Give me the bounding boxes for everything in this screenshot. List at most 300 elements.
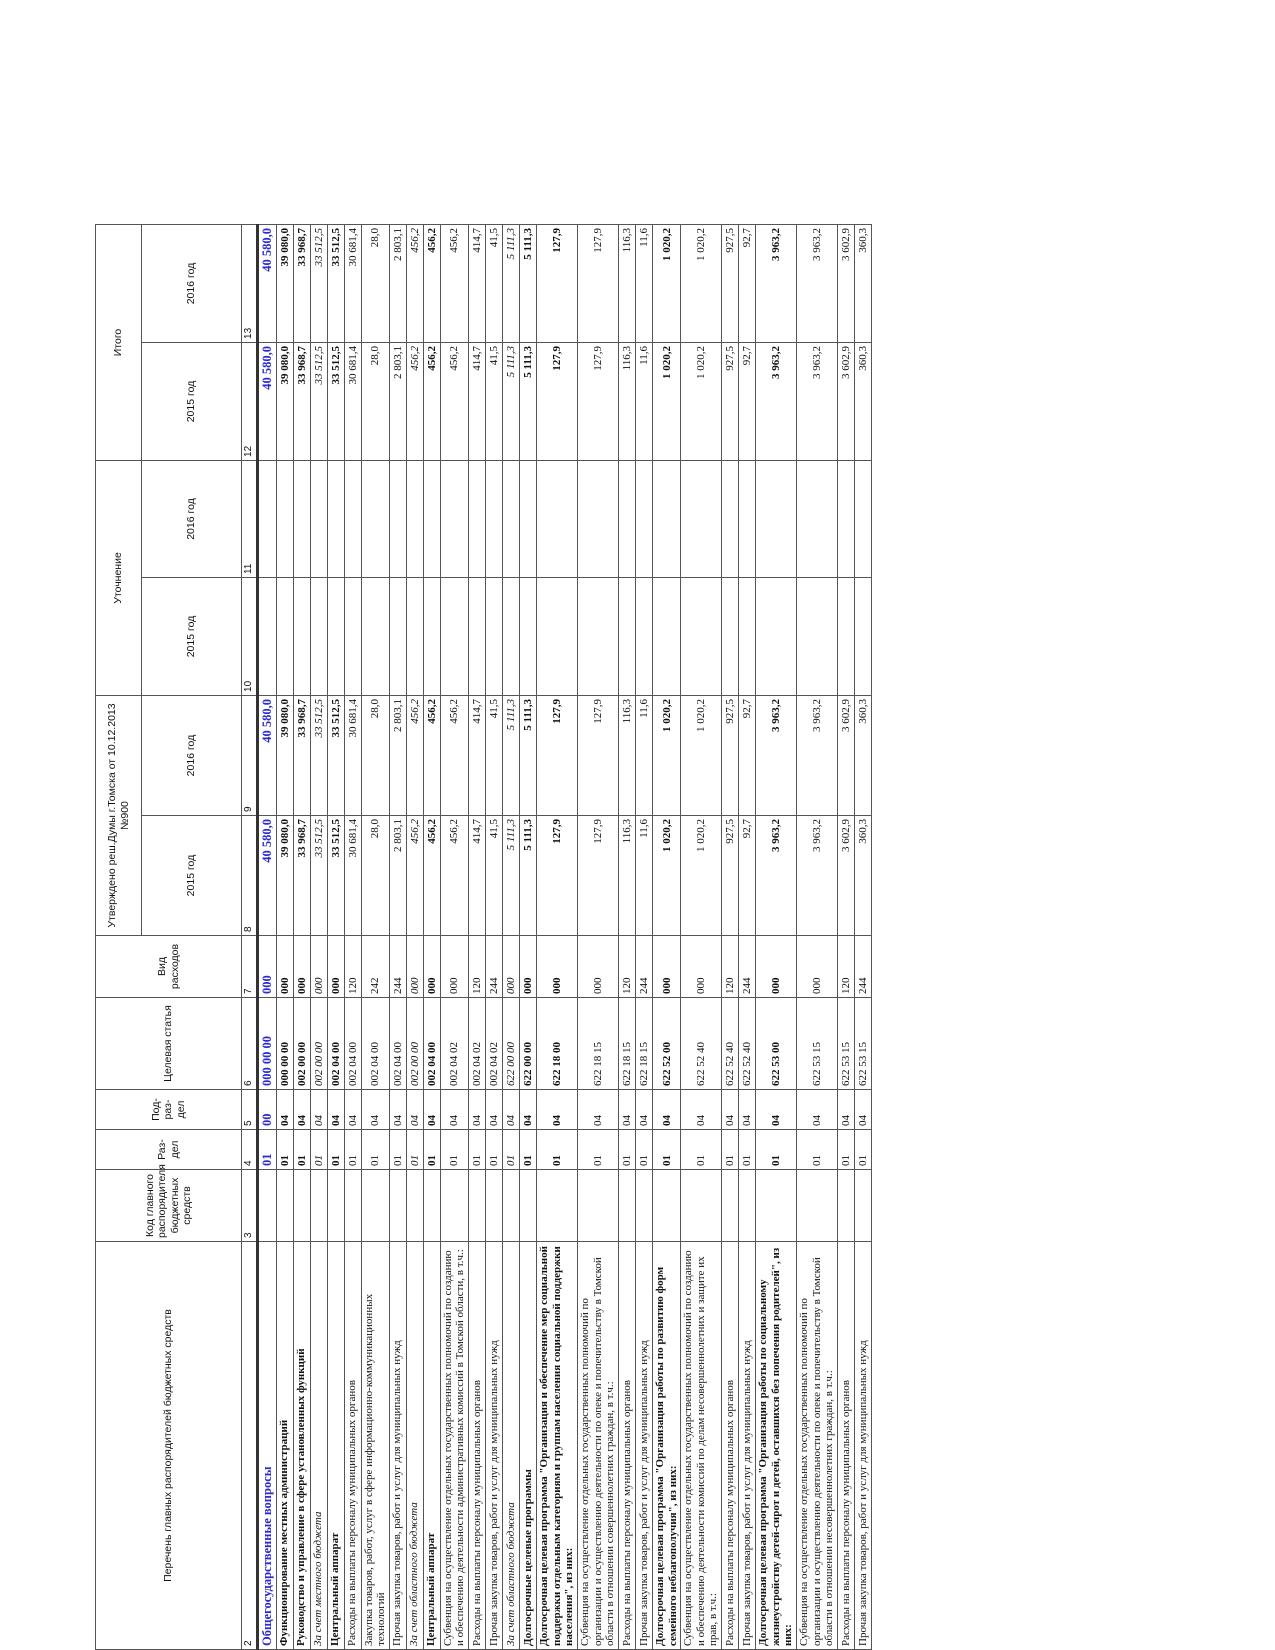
row-name: Прочая закупка товаров, работ и услуг для муниципальных нужд	[739, 1242, 756, 1650]
table-body	[257, 224, 871, 1649]
row-approved-2016: 40 580,0	[257, 695, 276, 815]
row-approved-2015: 33 512,5	[327, 816, 344, 936]
row-razdel: 01	[722, 1130, 739, 1170]
row-total-2015: 5 111,3	[520, 342, 537, 460]
row-podrazdel: 04	[854, 1090, 871, 1130]
table-row	[361, 224, 389, 1649]
table-row	[440, 224, 468, 1649]
row-grbs	[257, 1170, 276, 1242]
row-total-2015: 33 968,7	[293, 342, 310, 460]
row-podrazdel: 04	[327, 1090, 344, 1130]
row-total-2015: 1 020,2	[652, 342, 680, 460]
row-refine-2015	[635, 577, 652, 695]
row-razdel: 01	[423, 1130, 440, 1170]
row-cel: 002 04 02	[486, 998, 503, 1090]
row-name: Закупка товаров, работ, услуг в сфере информационно-коммуникационных технологий	[361, 1242, 389, 1650]
column-number: 10	[242, 577, 258, 695]
row-approved-2016: 5 111,3	[503, 695, 520, 815]
row-refine-2016	[837, 460, 854, 577]
row-refine-2016	[537, 460, 578, 577]
header-year: 2015 год	[142, 816, 242, 936]
row-approved-2016: 33 512,5	[327, 695, 344, 815]
row-refine-2016	[440, 460, 468, 577]
row-grbs	[486, 1170, 503, 1242]
row-vid: 000	[293, 936, 310, 998]
row-cel: 002 00 00	[406, 998, 423, 1090]
row-razdel: 01	[503, 1130, 520, 1170]
table-header	[96, 224, 258, 1649]
row-approved-2016: 3 963,2	[797, 695, 838, 815]
row-razdel: 01	[440, 1130, 468, 1170]
row-grbs	[756, 1170, 797, 1242]
row-refine-2016	[722, 460, 739, 577]
row-vid: 000	[681, 936, 722, 998]
row-total-2016: 414,7	[469, 224, 486, 342]
row-grbs	[739, 1170, 756, 1242]
row-vid: 000	[537, 936, 578, 998]
row-podrazdel: 04	[577, 1090, 618, 1130]
column-number: 12	[242, 342, 258, 460]
row-razdel: 01	[361, 1130, 389, 1170]
row-podrazdel: 04	[537, 1090, 578, 1130]
row-total-2016: 2 803,1	[389, 224, 406, 342]
row-approved-2016: 127,9	[537, 695, 578, 815]
row-total-2015: 5 111,3	[503, 342, 520, 460]
header-total: Итого	[96, 224, 142, 460]
row-total-2016: 927,5	[722, 224, 739, 342]
budget-table	[95, 224, 872, 1650]
column-number: 3	[242, 1170, 258, 1242]
table-row	[327, 224, 344, 1649]
table-row	[423, 224, 440, 1649]
row-razdel: 01	[520, 1130, 537, 1170]
row-razdel: 01	[652, 1130, 680, 1170]
row-refine-2015	[520, 577, 537, 695]
row-vid: 244	[486, 936, 503, 998]
row-podrazdel: 04	[389, 1090, 406, 1130]
row-total-2015: 3 602,9	[837, 342, 854, 460]
table-row	[503, 224, 520, 1649]
row-refine-2016	[797, 460, 838, 577]
row-approved-2015: 41,5	[486, 816, 503, 936]
row-approved-2016: 92,7	[739, 695, 756, 815]
row-cel: 622 00 00	[503, 998, 520, 1090]
row-razdel: 01	[327, 1130, 344, 1170]
row-refine-2016	[635, 460, 652, 577]
row-vid: 120	[837, 936, 854, 998]
row-razdel: 01	[635, 1130, 652, 1170]
row-vid: 000	[577, 936, 618, 998]
row-cel: 002 04 00	[423, 998, 440, 1090]
row-name: Долгосрочная целевая программа "Организация работы по социальному жизнеустройству детей-сирот и детей, оставшихся без попечения родителей", из них:	[756, 1242, 797, 1650]
row-razdel: 01	[276, 1130, 293, 1170]
row-approved-2016: 33 512,5	[310, 695, 327, 815]
row-name: За счет областного бюджета	[503, 1242, 520, 1650]
row-razdel: 01	[854, 1130, 871, 1170]
row-cel: 622 00 00	[520, 998, 537, 1090]
row-name: Центральный аппарат	[327, 1242, 344, 1650]
row-grbs	[310, 1170, 327, 1242]
row-grbs	[389, 1170, 406, 1242]
row-grbs	[327, 1170, 344, 1242]
row-razdel: 01	[406, 1130, 423, 1170]
row-total-2015: 127,9	[577, 342, 618, 460]
row-approved-2015: 927,5	[722, 816, 739, 936]
row-approved-2015: 414,7	[469, 816, 486, 936]
row-name: Расходы на выплаты персоналу муниципальных органов	[722, 1242, 739, 1650]
row-approved-2015: 92,7	[739, 816, 756, 936]
table-row	[293, 224, 310, 1649]
row-refine-2015	[652, 577, 680, 695]
header-approved: Утверждено реш.Думы г.Томска от 10.12.2013 №900	[96, 695, 142, 935]
row-approved-2016: 127,9	[577, 695, 618, 815]
row-vid: 244	[854, 936, 871, 998]
row-grbs	[440, 1170, 468, 1242]
row-approved-2016: 456,2	[423, 695, 440, 815]
row-name: Прочая закупка товаров, работ и услуг для муниципальных нужд	[389, 1242, 406, 1650]
row-refine-2016	[469, 460, 486, 577]
row-total-2016: 30 681,4	[344, 224, 361, 342]
row-cel: 002 00 00	[293, 998, 310, 1090]
header-podrazdel: Под-раз-дел	[96, 1090, 242, 1130]
row-refine-2015	[503, 577, 520, 695]
table-row	[854, 224, 871, 1649]
row-approved-2015: 127,9	[577, 816, 618, 936]
row-grbs	[652, 1170, 680, 1242]
row-approved-2016: 30 681,4	[344, 695, 361, 815]
row-podrazdel: 04	[739, 1090, 756, 1130]
header-refine: Уточнение	[96, 460, 142, 695]
column-number: 8	[242, 816, 258, 936]
row-razdel: 01	[681, 1130, 722, 1170]
row-total-2015: 40 580,0	[257, 342, 276, 460]
row-total-2015: 456,2	[423, 342, 440, 460]
row-approved-2015: 1 020,2	[652, 816, 680, 936]
row-total-2016: 456,2	[423, 224, 440, 342]
row-approved-2015: 11,6	[635, 816, 652, 936]
row-total-2015: 127,9	[537, 342, 578, 460]
row-podrazdel: 04	[652, 1090, 680, 1130]
row-podrazdel: 04	[722, 1090, 739, 1130]
header-name: Перечень главных распорядителей бюджетных средств	[96, 1242, 242, 1650]
row-name: Долгосрочная целевая программа "Организация и обеспечение мер социальной поддержки отдельным категориям и группам населения социальной поддержки населения", из них:	[537, 1242, 578, 1650]
row-refine-2016	[486, 460, 503, 577]
row-podrazdel: 04	[797, 1090, 838, 1130]
row-refine-2015	[469, 577, 486, 695]
row-cel: 622 52 40	[739, 998, 756, 1090]
row-total-2015: 28,0	[361, 342, 389, 460]
row-cel: 000 00 00	[276, 998, 293, 1090]
row-approved-2016: 39 080,0	[276, 695, 293, 815]
header-year: 2015 год	[142, 342, 242, 460]
row-total-2015: 116,3	[618, 342, 635, 460]
row-refine-2015	[618, 577, 635, 695]
row-vid: 000	[440, 936, 468, 998]
row-razdel: 01	[469, 1130, 486, 1170]
row-podrazdel: 04	[361, 1090, 389, 1130]
row-cel: 002 00 00	[310, 998, 327, 1090]
header-year: 2016 год	[142, 460, 242, 577]
row-name: Прочая закупка товаров, работ и услуг для муниципальных нужд	[486, 1242, 503, 1650]
row-approved-2016: 414,7	[469, 695, 486, 815]
row-total-2015: 92,7	[739, 342, 756, 460]
table-row	[406, 224, 423, 1649]
row-vid: 242	[361, 936, 389, 998]
header-razdel: Раз-дел	[96, 1130, 242, 1170]
row-vid: 000	[652, 936, 680, 998]
row-refine-2016	[681, 460, 722, 577]
row-cel: 622 52 00	[652, 998, 680, 1090]
row-total-2015: 927,5	[722, 342, 739, 460]
row-vid: 244	[739, 936, 756, 998]
row-refine-2016	[344, 460, 361, 577]
row-vid: 120	[618, 936, 635, 998]
row-razdel: 01	[257, 1130, 276, 1170]
row-refine-2015	[293, 577, 310, 695]
row-approved-2016: 11,6	[635, 695, 652, 815]
row-cel: 622 53 15	[797, 998, 838, 1090]
row-refine-2016	[276, 460, 293, 577]
row-refine-2015	[406, 577, 423, 695]
row-refine-2015	[486, 577, 503, 695]
row-cel: 002 04 00	[327, 998, 344, 1090]
table-row	[389, 224, 406, 1649]
row-total-2015: 2 803,1	[389, 342, 406, 460]
row-razdel: 01	[537, 1130, 578, 1170]
row-cel: 622 18 15	[618, 998, 635, 1090]
row-cel: 000 00 00	[257, 998, 276, 1090]
row-refine-2016	[389, 460, 406, 577]
row-total-2016: 33 512,5	[310, 224, 327, 342]
row-grbs	[837, 1170, 854, 1242]
row-approved-2016: 456,2	[440, 695, 468, 815]
table-row	[486, 224, 503, 1649]
row-cel: 002 04 00	[389, 998, 406, 1090]
row-vid: 000	[327, 936, 344, 998]
row-razdel: 01	[797, 1130, 838, 1170]
row-refine-2015	[361, 577, 389, 695]
row-vid: 000	[756, 936, 797, 998]
row-podrazdel: 04	[756, 1090, 797, 1130]
column-number: 5	[242, 1090, 258, 1130]
row-name: Расходы на выплаты персоналу муниципальных органов	[469, 1242, 486, 1650]
row-total-2016: 3 963,2	[797, 224, 838, 342]
row-name: Общегосударственные вопросы	[257, 1242, 276, 1650]
row-approved-2016: 3 963,2	[756, 695, 797, 815]
row-name: Субвенция на осуществление отдельных государственных полномочий по созданию и обеспечению деятельности комиссий по делам несовершеннолетних и защите их прав, в т.ч.:	[681, 1242, 722, 1650]
row-grbs	[469, 1170, 486, 1242]
row-refine-2016	[618, 460, 635, 577]
row-refine-2016	[406, 460, 423, 577]
table-row	[618, 224, 635, 1649]
row-total-2015: 414,7	[469, 342, 486, 460]
table-row	[797, 224, 838, 1649]
row-razdel: 01	[486, 1130, 503, 1170]
row-vid: 120	[469, 936, 486, 998]
column-number: 13	[242, 224, 258, 342]
row-name: Функционирование местных администраций	[276, 1242, 293, 1650]
row-cel: 622 18 15	[635, 998, 652, 1090]
row-razdel: 01	[577, 1130, 618, 1170]
row-cel: 002 04 00	[344, 998, 361, 1090]
row-approved-2016: 1 020,2	[652, 695, 680, 815]
row-cel: 002 04 00	[361, 998, 389, 1090]
row-grbs	[520, 1170, 537, 1242]
row-podrazdel: 04	[503, 1090, 520, 1130]
row-approved-2015: 40 580,0	[257, 816, 276, 936]
row-vid: 000	[257, 936, 276, 998]
row-razdel: 01	[389, 1130, 406, 1170]
row-total-2015: 11,6	[635, 342, 652, 460]
table-row	[520, 224, 537, 1649]
row-approved-2015: 28,0	[361, 816, 389, 936]
table-row	[681, 224, 722, 1649]
row-razdel: 01	[310, 1130, 327, 1170]
column-number: 11	[242, 460, 258, 577]
row-total-2015: 41,5	[486, 342, 503, 460]
row-vid: 244	[635, 936, 652, 998]
row-total-2016: 40 580,0	[257, 224, 276, 342]
row-cel: 622 52 40	[722, 998, 739, 1090]
row-total-2015: 3 963,2	[756, 342, 797, 460]
row-refine-2015	[756, 577, 797, 695]
row-refine-2015	[440, 577, 468, 695]
row-approved-2015: 33 512,5	[310, 816, 327, 936]
row-approved-2015: 456,2	[440, 816, 468, 936]
row-vid: 120	[722, 936, 739, 998]
row-podrazdel: 04	[440, 1090, 468, 1130]
header-vid: Вид расходов	[96, 936, 242, 998]
header-cel: Целевая статья	[96, 998, 242, 1090]
row-refine-2016	[652, 460, 680, 577]
row-vid: 000	[423, 936, 440, 998]
table-row	[469, 224, 486, 1649]
row-name: Субвенция на осуществление отдельных государственных полномочий по организации и осуществлению деятельности по опеке и попечительству в Томской области в отношении совершеннолетних граждан, в т.ч.:	[577, 1242, 618, 1650]
row-approved-2016: 927,5	[722, 695, 739, 815]
table-row	[310, 224, 327, 1649]
row-grbs	[797, 1170, 838, 1242]
row-vid: 000	[406, 936, 423, 998]
table-row	[257, 224, 276, 1649]
row-name: Расходы на выплаты персоналу муниципальных органов	[344, 1242, 361, 1650]
row-total-2016: 33 512,5	[327, 224, 344, 342]
row-total-2016: 456,2	[406, 224, 423, 342]
row-cel: 622 18 15	[577, 998, 618, 1090]
row-podrazdel: 04	[293, 1090, 310, 1130]
column-number: 7	[242, 936, 258, 998]
row-refine-2015	[327, 577, 344, 695]
row-refine-2015	[344, 577, 361, 695]
row-refine-2016	[854, 460, 871, 577]
table-row	[635, 224, 652, 1649]
row-cel: 622 53 15	[837, 998, 854, 1090]
row-grbs	[854, 1170, 871, 1242]
row-vid: 120	[344, 936, 361, 998]
row-cel: 002 04 02	[440, 998, 468, 1090]
row-name: Расходы на выплаты персоналу муниципальных органов	[837, 1242, 854, 1650]
row-approved-2015: 116,3	[618, 816, 635, 936]
row-total-2016: 127,9	[577, 224, 618, 342]
row-vid: 000	[503, 936, 520, 998]
row-vid: 000	[797, 936, 838, 998]
row-razdel: 01	[344, 1130, 361, 1170]
row-approved-2016: 1 020,2	[681, 695, 722, 815]
row-total-2015: 1 020,2	[681, 342, 722, 460]
row-total-2015: 39 080,0	[276, 342, 293, 460]
table-row	[756, 224, 797, 1649]
row-cel: 622 52 40	[681, 998, 722, 1090]
row-total-2016: 116,3	[618, 224, 635, 342]
row-cel: 622 53 00	[756, 998, 797, 1090]
row-vid: 000	[520, 936, 537, 998]
row-grbs	[344, 1170, 361, 1242]
row-refine-2016	[577, 460, 618, 577]
row-total-2015: 360,3	[854, 342, 871, 460]
row-approved-2016: 41,5	[486, 695, 503, 815]
row-name: Центральный аппарат	[423, 1242, 440, 1650]
row-podrazdel: 04	[469, 1090, 486, 1130]
row-total-2016: 41,5	[486, 224, 503, 342]
header-year: 2015 год	[142, 577, 242, 695]
row-podrazdel: 04	[423, 1090, 440, 1130]
row-total-2016: 11,6	[635, 224, 652, 342]
row-podrazdel: 04	[618, 1090, 635, 1130]
header-year: 2016 год	[142, 224, 242, 342]
row-refine-2015	[854, 577, 871, 695]
row-refine-2016	[257, 460, 276, 577]
row-name: Прочая закупка товаров, работ и услуг для муниципальных нужд	[854, 1242, 871, 1650]
row-vid: 000	[276, 936, 293, 998]
row-name: Расходы на выплаты персоналу муниципальных органов	[618, 1242, 635, 1650]
row-approved-2015: 30 681,4	[344, 816, 361, 936]
row-refine-2015	[722, 577, 739, 695]
row-grbs	[618, 1170, 635, 1242]
row-refine-2016	[520, 460, 537, 577]
row-grbs	[722, 1170, 739, 1242]
row-grbs	[361, 1170, 389, 1242]
row-podrazdel: 04	[681, 1090, 722, 1130]
row-name: Субвенция на осуществление отдельных государственных полномочий по организации и осуществлению деятельности по опеке и попечительству в Томской области в отношении несовершеннолетних граждан, в т.ч.:	[797, 1242, 838, 1650]
row-refine-2016	[327, 460, 344, 577]
row-podrazdel: 04	[520, 1090, 537, 1130]
row-total-2016: 127,9	[537, 224, 578, 342]
header-year: 2016 год	[142, 695, 242, 815]
row-vid: 000	[310, 936, 327, 998]
row-grbs	[503, 1170, 520, 1242]
table-row	[739, 224, 756, 1649]
column-number: 9	[242, 695, 258, 815]
header-grbs: Код главного распорядителя бюджетных средств	[96, 1170, 242, 1242]
row-podrazdel: 04	[837, 1090, 854, 1130]
table-row	[837, 224, 854, 1649]
table-row	[276, 224, 293, 1649]
row-refine-2016	[310, 460, 327, 577]
column-number: 4	[242, 1130, 258, 1170]
row-approved-2016: 456,2	[406, 695, 423, 815]
row-refine-2016	[293, 460, 310, 577]
table-row	[344, 224, 361, 1649]
row-total-2015: 33 512,5	[310, 342, 327, 460]
row-vid: 244	[389, 936, 406, 998]
row-refine-2016	[756, 460, 797, 577]
row-refine-2015	[577, 577, 618, 695]
row-grbs	[423, 1170, 440, 1242]
row-name: Субвенция на осуществление отдельных государственных полномочий по созданию и обеспечению деятельности административных комиссий в Томской области, в т.ч.:	[440, 1242, 468, 1650]
row-approved-2015: 456,2	[423, 816, 440, 936]
row-refine-2015	[739, 577, 756, 695]
row-total-2016: 39 080,0	[276, 224, 293, 342]
row-total-2016: 3 963,2	[756, 224, 797, 342]
